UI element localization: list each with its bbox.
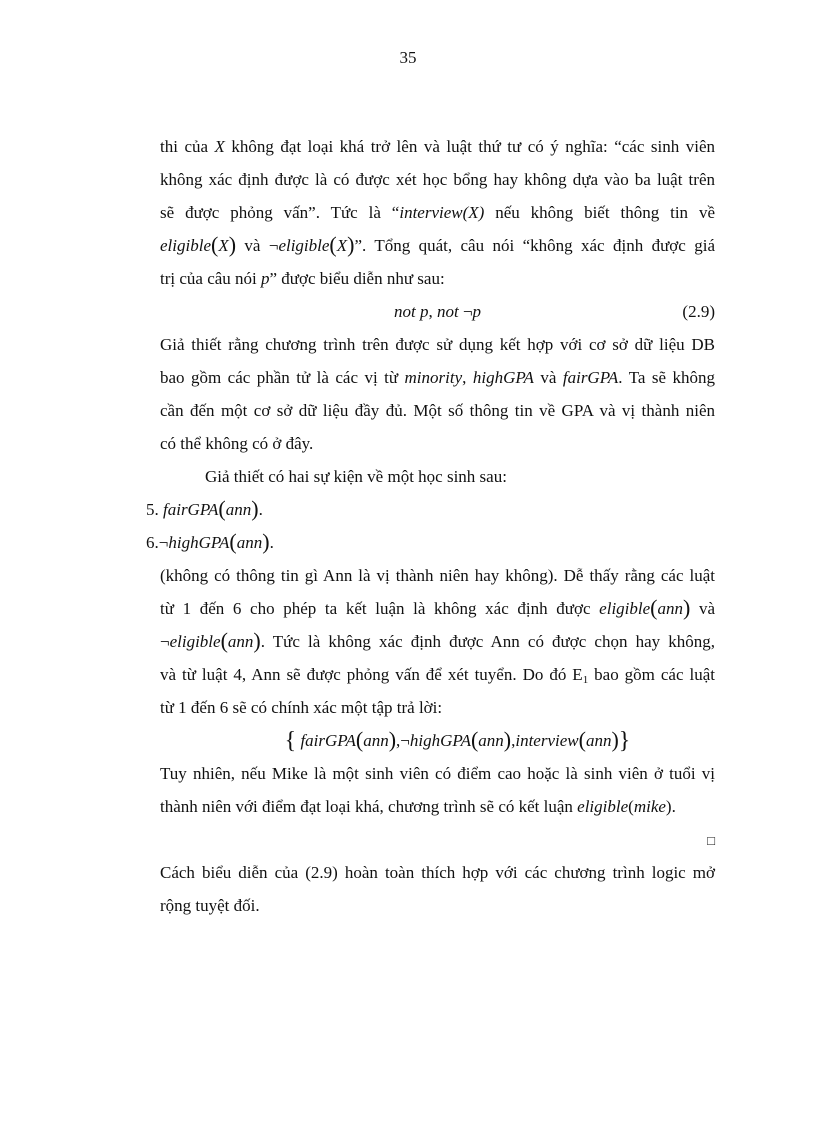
paragraph-mike — [160, 757, 715, 823]
equation-body: not p, not ¬p — [393, 302, 482, 321]
text-line: rộng tuyệt đối. — [160, 896, 260, 915]
fact-5: 5. fairGPA(ann). — [146, 496, 263, 521]
text-line: Cách biểu diễn của (2.9) hoàn toàn thích hợp với các chương trình logic mở — [160, 863, 715, 882]
paragraph-database — [160, 328, 715, 460]
text-line: Giả thiết rằng chương trình trên được sử dụng kết hợp với cơ sở dữ liệu DB — [160, 335, 715, 354]
text-line: sẽ được phỏng vấn”. Tức là “interview(X) nếu không biết thông tin về — [160, 203, 715, 222]
answer-set: { fairGPA(ann),¬highGPA(ann),interview(ann)} — [284, 727, 631, 754]
text-line: bao gồm các phần tử là các vị từ minority, highGPA và fairGPA. Ta sẽ không — [160, 368, 715, 387]
equation-2-9 — [160, 295, 715, 328]
text-line: không xác định được là có được xét học bổng hay không dựa vào ba luật trên — [160, 170, 715, 189]
text-line: có thể không có ở đây. — [160, 434, 314, 453]
paragraph-conclusion — [160, 559, 715, 724]
fact-6: 6.¬highGPA(ann). — [146, 529, 274, 554]
text-line: (không có thông tin gì Ann là vị thành niên hay không). Dễ thấy rằng các luật — [160, 566, 715, 585]
text-line: thành niên với điểm đạt loại khá, chương trình sẽ có kết luận eligible(mike). — [160, 797, 676, 816]
text-line: Tuy nhiên, nếu Mike là một sinh viên có điểm cao hoặc là sinh viên ở tuổi vị — [160, 764, 715, 783]
text-line: eligible(X) và ¬eligible(X)”. Tổng quát, câu nói “không xác định được giá — [160, 232, 715, 257]
equation-number: (2.9) — [682, 302, 715, 321]
text-line: cần đến một cơ sở dữ liệu đầy đủ. Một số thông tin về GPA và vị thành niên — [160, 401, 715, 420]
page-body — [146, 130, 715, 922]
paragraph-intro — [160, 130, 715, 295]
text-line: trị của câu nói p” được biểu diễn như sau: — [160, 269, 445, 288]
text-line: từ 1 đến 6 sẽ có chính xác một tập trả lời: — [160, 698, 443, 717]
qed-line — [160, 823, 715, 856]
text-line: từ 1 đến 6 cho phép ta kết luận là không xác định được eligible(ann) và — [160, 595, 715, 620]
text-line: ¬eligible(ann). Tức là không xác định được Ann có được chọn hay không, — [160, 628, 715, 653]
paragraph-closing — [160, 856, 715, 922]
paragraph-facts-intro: Giả thiết có hai sự kiện về một học sinh sau: — [205, 467, 507, 486]
qed-box-icon: □ — [707, 833, 715, 848]
text-line: và từ luật 4, Ann sẽ được phỏng vấn để xét tuyển. Do đó $E_1$ bao gồm các luật — [160, 665, 715, 686]
text-line: thi của X không đạt loại khá trở lên và luật thứ tư có ý nghĩa: “các sinh viên — [160, 137, 715, 156]
page-number: 35 — [399, 48, 417, 67]
